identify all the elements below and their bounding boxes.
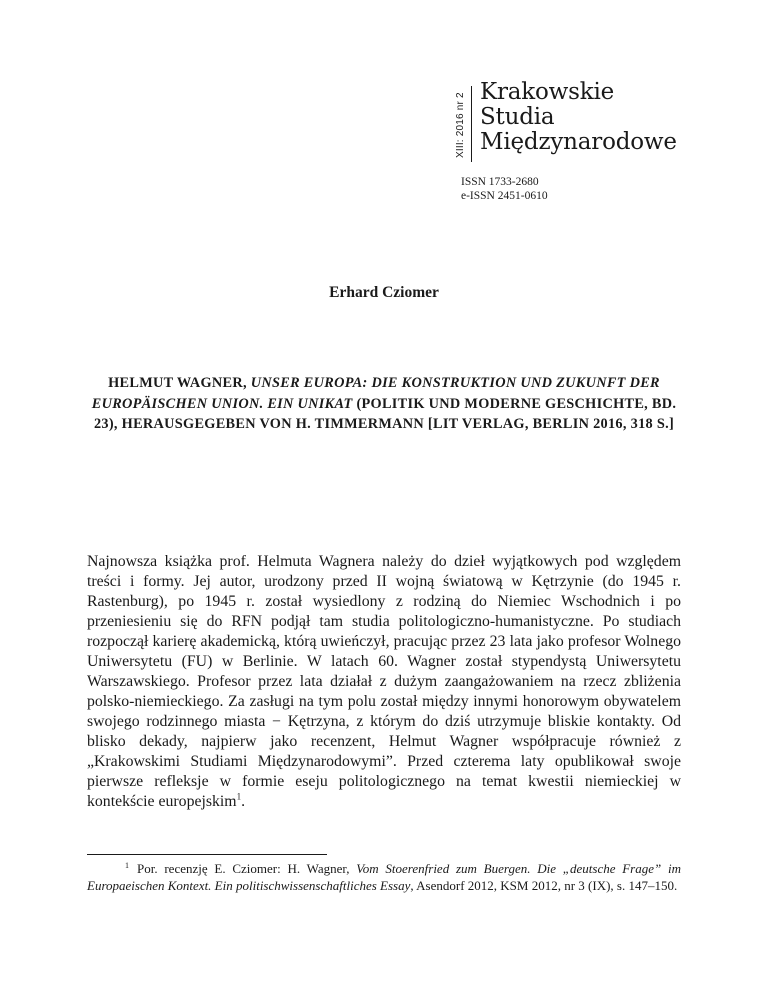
title-book-italic: UNSER EUROPA: DIE KONSTRUKTION UND ZUKUNFT DER EUROPÄISCHEN UNION. EIN UNIKAT: [91, 375, 660, 412]
journal-title-line1: Krakowskie: [480, 79, 615, 105]
footnote-book-title: Vom Stoerenfried zum Buergen. Die „deutsche Frage” im Europaeischen Kontext. Ein politischwissenschaftliches Essay: [87, 861, 682, 893]
footnote: [87, 860, 681, 894]
journal-title-line2: Studia: [480, 104, 555, 130]
title-part1: HELMUT WAGNER,: [108, 375, 251, 391]
volume-label: XIII: 2016 nr 2: [455, 92, 466, 158]
footnote-divider: [87, 854, 327, 855]
title-part3: (POLITIK UND MODERNE GESCHICHTE, BD. 23), HERAUSGEGEBEN VON H. TIMMERMANN [LIT VERLAG, BERLIN 2016, 318 S.]: [93, 395, 677, 432]
issn: ISSN 1733-2680: [461, 176, 539, 188]
body-text: Najnowsza książka prof. Helmuta Wagnera należy do dzieł wyjątkowych pod względem treści i formy. Jej autor, urodzony przed II wojną światową w Kętrzynie (do 1945 r. Rastenburg), po 1945 r. został wysiedlony z rodziną do Niemiec Wschodnich i po przeniesieniu się do RFN podjął tam studia politologiczno-humanistyczne. Po studiach rozpoczął karierę akademicką, którą uwieńczył, pracując przez 23 lata jako profesor Wolnego Uniwersytetu (FU) w Berlinie. W latach 60. Wagner został stypendystą Uniwersytetu Warszawskiego. Profesor przez lata działał z dużym zaangażowaniem na rzecz zbliżenia polsko-niemieckiego. Za zasługi na tym polu został między innymi honorowym obywatelem swojego rodzinnego miasta − Kętrzyna, z którym do dziś utrzymuje bliskie kontakty. Od blisko dekady, najpierw jako recenzent, Helmut Wagner współpracuje również z „Krakowskimi Studiami Międzynarodowymi”. Przed czterema laty opublikował swoje pierwsze refleksje w formie eseju politologicznego na temat kwestii niemieckiej w kontekście europejskim: [87, 553, 681, 810]
journal-title: [480, 80, 677, 155]
review-title: [88, 373, 680, 435]
issn-block: [461, 175, 548, 203]
eissn: e-ISSN 2451-0610: [461, 190, 548, 202]
volume-strip: [453, 86, 472, 162]
author-name: Erhard Cziomer: [329, 284, 439, 301]
footnote-number: 1: [125, 860, 129, 870]
footnote-text-a: Por. recenzję E. Cziomer: H. Wagner,: [137, 861, 357, 876]
journal-title-line3: Międzynarodowe: [480, 129, 677, 155]
footnote-text-b: , Asendorf 2012, KSM 2012, nr 3 (IX), s. 147–150.: [410, 878, 678, 893]
body-paragraph: Najnowsza książka prof. Helmuta Wagnera należy do dzieł wyjątkowych pod względem treści i formy. Jej autor, urodzony przed II wojną światową w Kętrzynie (do 1945 r. Rastenburg), po 1945 r. został wysiedlony z rodziną do Niemiec Wschodnich i po przeniesieniu się do RFN podjął tam studia politologiczno-humanistyczne. Po studiach rozpoczął karierę akademicką, którą uwieńczył, pracując przez 23 lata jako profesor Wolnego Uniwersytetu (FU) w Berlinie. W latach 60. Wagner został stypendystą Uniwersytetu Warszawskiego. Profesor przez lata działał z dużym zaangażowaniem na rzecz zbliżenia polsko-niemieckiego. Za zasługi na tym polu został między innymi honorowym obywatelem swojego rodzinnego miasta − Kętrzyna, z którym do dziś utrzymuje bliskie kontakty. Od blisko dekady, najpierw jako recenzent, Helmut Wagner współpracuje również z „Krakowskimi Studiami Międzynarodowymi”. Przed czterema laty opublikował swoje pierwsze refleksje w formie eseju politologicznego na temat kwestii niemieckiej w kontekście europejskim$^1$.: [87, 553, 681, 810]
footnote-reference[interactable]: 1: [236, 791, 242, 802]
